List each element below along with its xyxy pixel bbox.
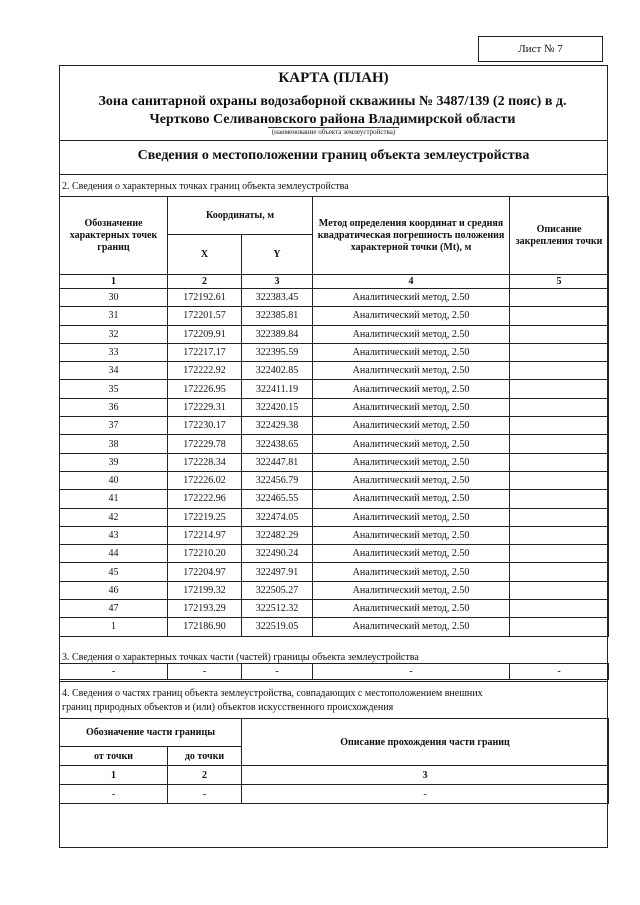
- cell-method: Аналитический метод, 2.50: [313, 563, 510, 581]
- cell-y: 322429.38: [242, 417, 313, 435]
- cell-y: 322420.15: [242, 398, 313, 416]
- cell-y: 322512.32: [242, 600, 313, 618]
- table-row: [60, 453, 609, 471]
- cell-desc: [510, 581, 609, 599]
- cell-y: 322395.59: [242, 343, 313, 361]
- cell-point: 42: [60, 508, 168, 526]
- cell-point: 33: [60, 343, 168, 361]
- table-cell: -: [168, 785, 242, 804]
- cell-y: 322438.65: [242, 435, 313, 453]
- cell-desc: [510, 490, 609, 508]
- header-coords: Координаты, м: [168, 197, 313, 235]
- cell-method: Аналитический метод, 2.50: [313, 325, 510, 343]
- cell-y: 322383.45: [242, 289, 313, 307]
- cell-desc: [510, 325, 609, 343]
- cell-x: 172219.25: [168, 508, 242, 526]
- cell-desc: [510, 526, 609, 544]
- col-number: 2: [168, 275, 242, 289]
- cell-desc: [510, 380, 609, 398]
- table-row: [60, 471, 609, 489]
- cell-x: 172230.17: [168, 417, 242, 435]
- header-to-point: до точки: [168, 747, 242, 766]
- section-title: Сведения о местоположении границ объекта землеустройства: [137, 148, 530, 163]
- table-row: [60, 526, 609, 544]
- cell-x: 172204.97: [168, 563, 242, 581]
- header-passage-description: Описание прохождения части границ: [242, 719, 609, 766]
- table-cell: -: [60, 664, 168, 680]
- cell-x: 172226.02: [168, 471, 242, 489]
- cell-point: 31: [60, 307, 168, 325]
- cell-point: 1: [60, 618, 168, 636]
- table-row: [60, 618, 609, 636]
- cell-desc: [510, 618, 609, 636]
- cell-point: 44: [60, 545, 168, 563]
- col-number: 3: [242, 766, 609, 785]
- col-number: 1: [60, 766, 168, 785]
- cell-method: Аналитический метод, 2.50: [313, 490, 510, 508]
- table-row: [60, 581, 609, 599]
- cell-x: 172217.17: [168, 343, 242, 361]
- cell-method: Аналитический метод, 2.50: [313, 343, 510, 361]
- table-row: [60, 490, 609, 508]
- cell-method: Аналитический метод, 2.50: [313, 600, 510, 618]
- table-cell: -: [313, 664, 510, 680]
- cell-method: Аналитический метод, 2.50: [313, 417, 510, 435]
- cell-x: 172226.95: [168, 380, 242, 398]
- cell-point: 34: [60, 362, 168, 380]
- section3-label: 3. Сведения о характерных точках части (частей) границы объекта землеустройства: [62, 652, 419, 663]
- header-description: Описание закрепления точки: [510, 197, 609, 275]
- cell-method: Аналитический метод, 2.50: [313, 545, 510, 563]
- cell-method: Аналитический метод, 2.50: [313, 526, 510, 544]
- cell-point: 32: [60, 325, 168, 343]
- cell-method: Аналитический метод, 2.50: [313, 471, 510, 489]
- cell-x: 172222.96: [168, 490, 242, 508]
- cell-desc: [510, 343, 609, 361]
- cell-point: 35: [60, 380, 168, 398]
- cell-y: 322490.24: [242, 545, 313, 563]
- cell-y: 322402.85: [242, 362, 313, 380]
- cell-method: Аналитический метод, 2.50: [313, 380, 510, 398]
- partial-points-table: [59, 663, 609, 680]
- cell-method: Аналитический метод, 2.50: [313, 398, 510, 416]
- cell-method: Аналитический метод, 2.50: [313, 307, 510, 325]
- table-row: [60, 563, 609, 581]
- cell-y: 322519.05: [242, 618, 313, 636]
- cell-point: 30: [60, 289, 168, 307]
- cell-point: 41: [60, 490, 168, 508]
- table-cell: -: [510, 664, 609, 680]
- cell-point: 45: [60, 563, 168, 581]
- cell-point: 47: [60, 600, 168, 618]
- header-method: Метод определения координат и средняя квадратическая погрешность положения характерной точки (Mt), м: [313, 197, 510, 275]
- cell-point: 37: [60, 417, 168, 435]
- section4-label-line2: границ природных объектов и (или) объектов искусственного происхождения: [62, 702, 394, 713]
- cell-desc: [510, 398, 609, 416]
- cell-desc: [510, 508, 609, 526]
- cell-y: 322411.19: [242, 380, 313, 398]
- col-number: 1: [60, 275, 168, 289]
- header-designation: Обозначение части границы: [60, 719, 242, 747]
- cell-x: 172209.91: [168, 325, 242, 343]
- cell-y: 322505.27: [242, 581, 313, 599]
- col-number: 4: [313, 275, 510, 289]
- table-row: [60, 307, 609, 325]
- cell-desc: [510, 545, 609, 563]
- divider: [59, 681, 608, 682]
- cell-point: 40: [60, 471, 168, 489]
- table-row: [60, 362, 609, 380]
- boundary-parts-table: [59, 718, 609, 804]
- cell-x: 172210.20: [168, 545, 242, 563]
- object-name-caption: (наименование объекта землеустройства): [59, 128, 608, 136]
- table-cell: -: [242, 664, 313, 680]
- cell-method: Аналитический метод, 2.50: [313, 435, 510, 453]
- header-from-point: от точки: [60, 747, 168, 766]
- cell-y: 322482.29: [242, 526, 313, 544]
- cell-x: 172222.92: [168, 362, 242, 380]
- table-row: [60, 435, 609, 453]
- header-x: X: [168, 235, 242, 275]
- cell-y: 322497.91: [242, 563, 313, 581]
- cell-x: 172199.32: [168, 581, 242, 599]
- cell-method: Аналитический метод, 2.50: [313, 508, 510, 526]
- cell-point: 43: [60, 526, 168, 544]
- cell-desc: [510, 471, 609, 489]
- cell-method: Аналитический метод, 2.50: [313, 618, 510, 636]
- cell-y: 322385.81: [242, 307, 313, 325]
- cell-x: 172193.29: [168, 600, 242, 618]
- cell-desc: [510, 600, 609, 618]
- cell-y: 322456.79: [242, 471, 313, 489]
- table-row: [60, 398, 609, 416]
- cell-y: 322389.84: [242, 325, 313, 343]
- cell-y: 322447.81: [242, 453, 313, 471]
- cell-y: 322465.55: [242, 490, 313, 508]
- cell-x: 172229.31: [168, 398, 242, 416]
- cell-desc: [510, 417, 609, 435]
- col-number: 3: [242, 275, 313, 289]
- table-cell: -: [168, 664, 242, 680]
- divider: [59, 140, 608, 141]
- cell-x: 172201.57: [168, 307, 242, 325]
- header-point: Обозначение характерных точек границ: [60, 197, 168, 275]
- cell-point: 36: [60, 398, 168, 416]
- sheet-number: Лист № 7: [518, 43, 563, 55]
- divider: [59, 174, 608, 175]
- cell-method: Аналитический метод, 2.50: [313, 453, 510, 471]
- table-cell: -: [242, 785, 609, 804]
- cell-point: 38: [60, 435, 168, 453]
- cell-method: Аналитический метод, 2.50: [313, 581, 510, 599]
- cell-method: Аналитический метод, 2.50: [313, 289, 510, 307]
- table-row: [60, 289, 609, 307]
- cell-desc: [510, 563, 609, 581]
- cell-desc: [510, 435, 609, 453]
- cell-desc: [510, 307, 609, 325]
- header-y: Y: [242, 235, 313, 275]
- col-number: 5: [510, 275, 609, 289]
- section2-label: 2. Сведения о характерных точках границ объекта землеустройства: [62, 181, 349, 192]
- cell-point: 39: [60, 453, 168, 471]
- cell-x: 172214.97: [168, 526, 242, 544]
- document-title: КАРТА (ПЛАН): [278, 70, 389, 86]
- sheet-number-box: [478, 36, 603, 62]
- cell-desc: [510, 289, 609, 307]
- cell-x: 172228.34: [168, 453, 242, 471]
- cell-point: 46: [60, 581, 168, 599]
- table-row: [60, 417, 609, 435]
- table-row: [60, 545, 609, 563]
- table-cell: -: [60, 785, 168, 804]
- table-row: [60, 600, 609, 618]
- cell-x: 172186.90: [168, 618, 242, 636]
- cell-desc: [510, 453, 609, 471]
- table-row: [60, 343, 609, 361]
- section4-label-line1: 4. Сведения о частях границ объекта землеустройства, совпадающих с местоположением внешних: [62, 688, 483, 699]
- cell-desc: [510, 362, 609, 380]
- cell-x: 172229.78: [168, 435, 242, 453]
- characteristic-points-table: [59, 196, 609, 637]
- table-row: [60, 380, 609, 398]
- table-row: [60, 508, 609, 526]
- col-number: 2: [168, 766, 242, 785]
- cell-x: 172192.61: [168, 289, 242, 307]
- cell-y: 322474.05: [242, 508, 313, 526]
- document-subtitle: Зона санитарной охраны водозаборной скважины № 3487/139 (2 пояс) в д. Чертково Селивановского района Владимирской области: [98, 94, 567, 127]
- cell-method: Аналитический метод, 2.50: [313, 362, 510, 380]
- table-row: [60, 325, 609, 343]
